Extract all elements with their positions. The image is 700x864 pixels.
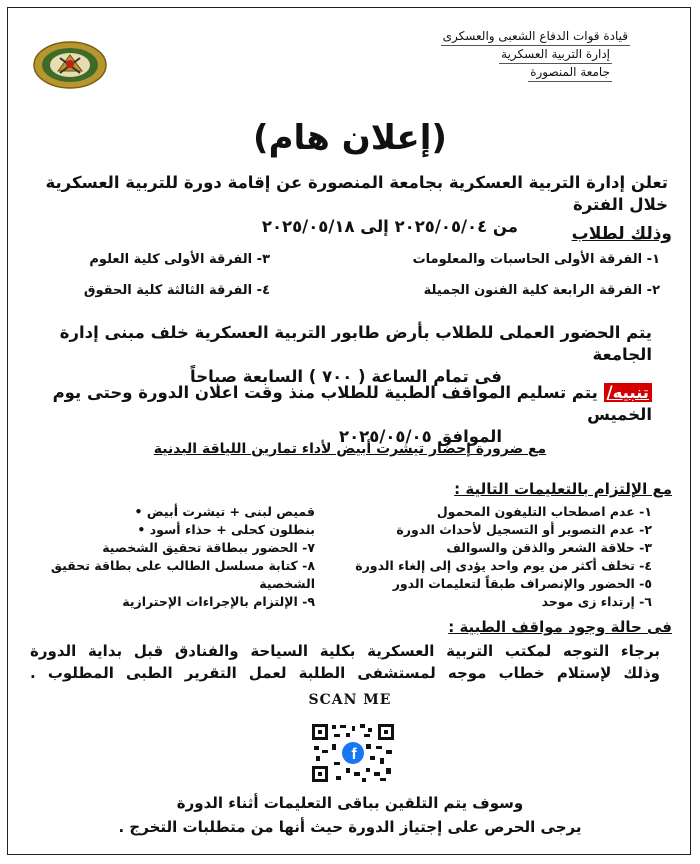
warning-text	[12, 382, 652, 448]
org-line-2: إدارة التربية العسكرية	[499, 46, 612, 64]
tshirt-note: مع ضرورة إحضار تيشرت أبيض لأداء تمارين اللياقة البدنية	[153, 441, 547, 457]
footer-line-1: وسوف يتم التلقين بباقى التعليمات أثناء الدورة	[176, 794, 524, 812]
intro-line-2: من ٢٠٢٥/٠٥/٠٤ إلى ٢٠٢٥/٠٥/١٨	[261, 217, 518, 236]
scan-me-label: SCAN ME	[308, 692, 392, 708]
warning-line-1: يتم تسليم المواقف الطبية للطلاب منذ وقت اعلان الدورة وحتى يوم الخميس	[52, 383, 652, 424]
students-heading: وذلك لطلاب	[571, 224, 672, 244]
qr-code[interactable]	[310, 722, 396, 784]
medical-line-2: وذلك لإستلام خطاب موجه لمستشفى الطلبة لعمل التقرير الطبى المطلوب .	[30, 664, 660, 682]
attendance-line-2: فى تمام الساعة ( ٧٠٠ ) السابعة صباحاً	[190, 367, 502, 386]
page-title: (إعلان هام)	[253, 118, 447, 158]
military-emblem-logo	[32, 40, 108, 90]
instruction-item-9: ٩- الإلتزام بالإجراءات الإحترازية	[122, 594, 315, 609]
instruction-item-3: ٣- حلاقة الشعر والذقن والسوالف	[446, 540, 652, 555]
medical-heading: فى حالة وجود مواقف الطبية :	[448, 618, 672, 636]
instruction-item-2: ٢- عدم التصوير أو التسجيل لأحداث الدورة	[396, 522, 652, 537]
warning-line-2: الموافق ٢٠٢٥/٠٥/٠٥	[339, 427, 502, 446]
instructions-right-list	[352, 503, 652, 611]
student-item-2: ٢- الفرقة الرابعة كلية الفنون الجميلة	[423, 283, 660, 298]
student-item-4: ٤- الفرقة الثالثة كلية الحقوق	[83, 283, 270, 298]
student-item-3: ٣- الفرقة الأولى كلية العلوم	[89, 252, 270, 267]
org-header	[390, 28, 630, 82]
attendance-line-1: يتم الحضور العملى للطلاب بأرض طابور التربية العسكرية خلف مبنى إدارة الجامعة	[59, 323, 652, 364]
instruction-item-5: ٥- الحضور والإنصراف طبقاً لتعليمات الدور	[392, 576, 652, 591]
student-item-1: ١- الفرقة الأولى الحاسبات والمعلومات	[412, 252, 660, 267]
intro-line-1: تعلن إدارة التربية العسكرية بجامعة المنصورة عن إقامة دورة للتربية العسكرية خلال الفترة	[45, 173, 668, 214]
warning-label: تنبيه/	[604, 383, 652, 402]
org-line-3: جامعة المنصورة	[528, 64, 612, 82]
instruction-item-8: ٨- كتابة مسلسل الطالب على بطاقة تحقيق الشخصية	[50, 558, 315, 591]
instruction-item-4: ٤- تخلف أكثر من يوم واحد يؤدى إلى إلغاء الدورة	[355, 558, 652, 573]
footer-line-2: يرجى الحرص على إجتياز الدورة حيث أنها من متطلبات التخرج .	[118, 818, 582, 836]
instruction-item-6: ٦- إرتداء زى موحد	[541, 594, 652, 609]
medical-line-1: برجاء التوجه لمكتب التربية العسكرية بكلية السياحة والفنادق قبل بداية الدورة	[30, 642, 660, 660]
attendance-text	[32, 322, 652, 388]
instructions-heading: مع الإلتزام بالتعليمات التالية :	[454, 480, 672, 498]
org-line-1: قيادة قوات الدفاع الشعبى والعسكرى	[441, 28, 630, 46]
instruction-item-1: ١- عدم اصطحاب التليفون المحمول	[436, 504, 652, 519]
instruction-item-7: ٧- الحضور ببطاقة تحقيق الشخصية	[102, 540, 315, 555]
svg-text:f: f	[351, 746, 357, 763]
instructions-left-list	[25, 503, 315, 611]
uniform-bullet-2: بنطلون كحلى + حذاء أسود •	[25, 521, 315, 539]
uniform-bullet-1: قميص لبنى + تيشرت أبيض •	[25, 503, 315, 521]
